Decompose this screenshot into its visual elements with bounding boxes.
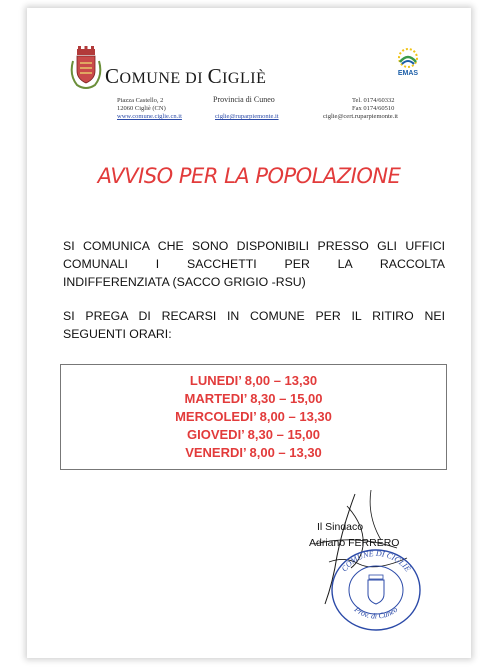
address-line1: Piazza Castello, 2 [117, 97, 164, 104]
emas-stars-icon [390, 46, 426, 70]
address-line2: 12060 Cigliè (CN) [117, 105, 166, 112]
notice-heading: AVVISO PER LA POPOLAZIONE [97, 164, 401, 188]
schedule-row-monday: LUNEDI’ 8,00 – 13,30 [189, 373, 318, 388]
stamp-text-bottom: Prov. di Cuneo [352, 604, 400, 621]
pec-address: ciglie@cert.ruparpiemonte.it [323, 113, 398, 120]
notice-paragraph-1 [63, 237, 445, 291]
svg-text:Prov. di Cuneo [352, 604, 399, 620]
mayor-role: Il Sindaco [317, 521, 364, 533]
fax-number: Fax 0174/60510 [352, 105, 395, 112]
schedule-row-thursday: GIOVEDI’ 8,30 – 15,00 [187, 427, 320, 442]
notice-paragraph-2 [63, 307, 445, 343]
phone-number: Tel. 0174/60332 [352, 97, 395, 104]
schedule-row-friday: VENERDI’ 8,00 – 13,30 [185, 445, 322, 460]
svg-text:COMUNE DI CIGLIÈ [340, 549, 413, 574]
municipal-stamp-icon [323, 538, 429, 638]
paragraph-line: SI COMUNICA CHE SONO DISPONIBILI PRESSO GLI UFFICI [63, 239, 445, 253]
website-link[interactable]: www.comune.ciglie.cn.it [117, 113, 182, 120]
mayor-name: Adriano FERRERO [309, 537, 400, 549]
paragraph-line: COMUNALI I SACCHETTI PER LA RACCOLTA [63, 257, 445, 271]
province-label: Provincia di Cuneo [213, 95, 275, 104]
email-link[interactable]: ciglie@ruparpiemonte.it [215, 113, 279, 120]
paragraph-line: SEGUENTI ORARI: [63, 327, 172, 341]
document-page [27, 8, 471, 658]
paragraph-line: SI PREGA DI RECARSI IN COMUNE PER IL RITIRO NEI [63, 309, 445, 323]
schedule-row-wednesday: MERCOLEDI’ 8,00 – 13,30 [175, 409, 332, 424]
municipality-title: COMUNE DI CIGLIÈ [105, 64, 267, 88]
municipal-crest-icon [67, 43, 105, 91]
emas-label: EMAS [397, 70, 419, 77]
emas-logo [390, 46, 426, 94]
schedule-box [60, 364, 447, 470]
paragraph-line: INDIFFERENZIATA (SACCO GRIGIO -RSU) [63, 275, 306, 289]
stamp-text-top: COMUNE DI CIGLIÈ [339, 548, 413, 574]
schedule-row-tuesday: MARTEDI’ 8,30 – 15,00 [184, 391, 323, 406]
